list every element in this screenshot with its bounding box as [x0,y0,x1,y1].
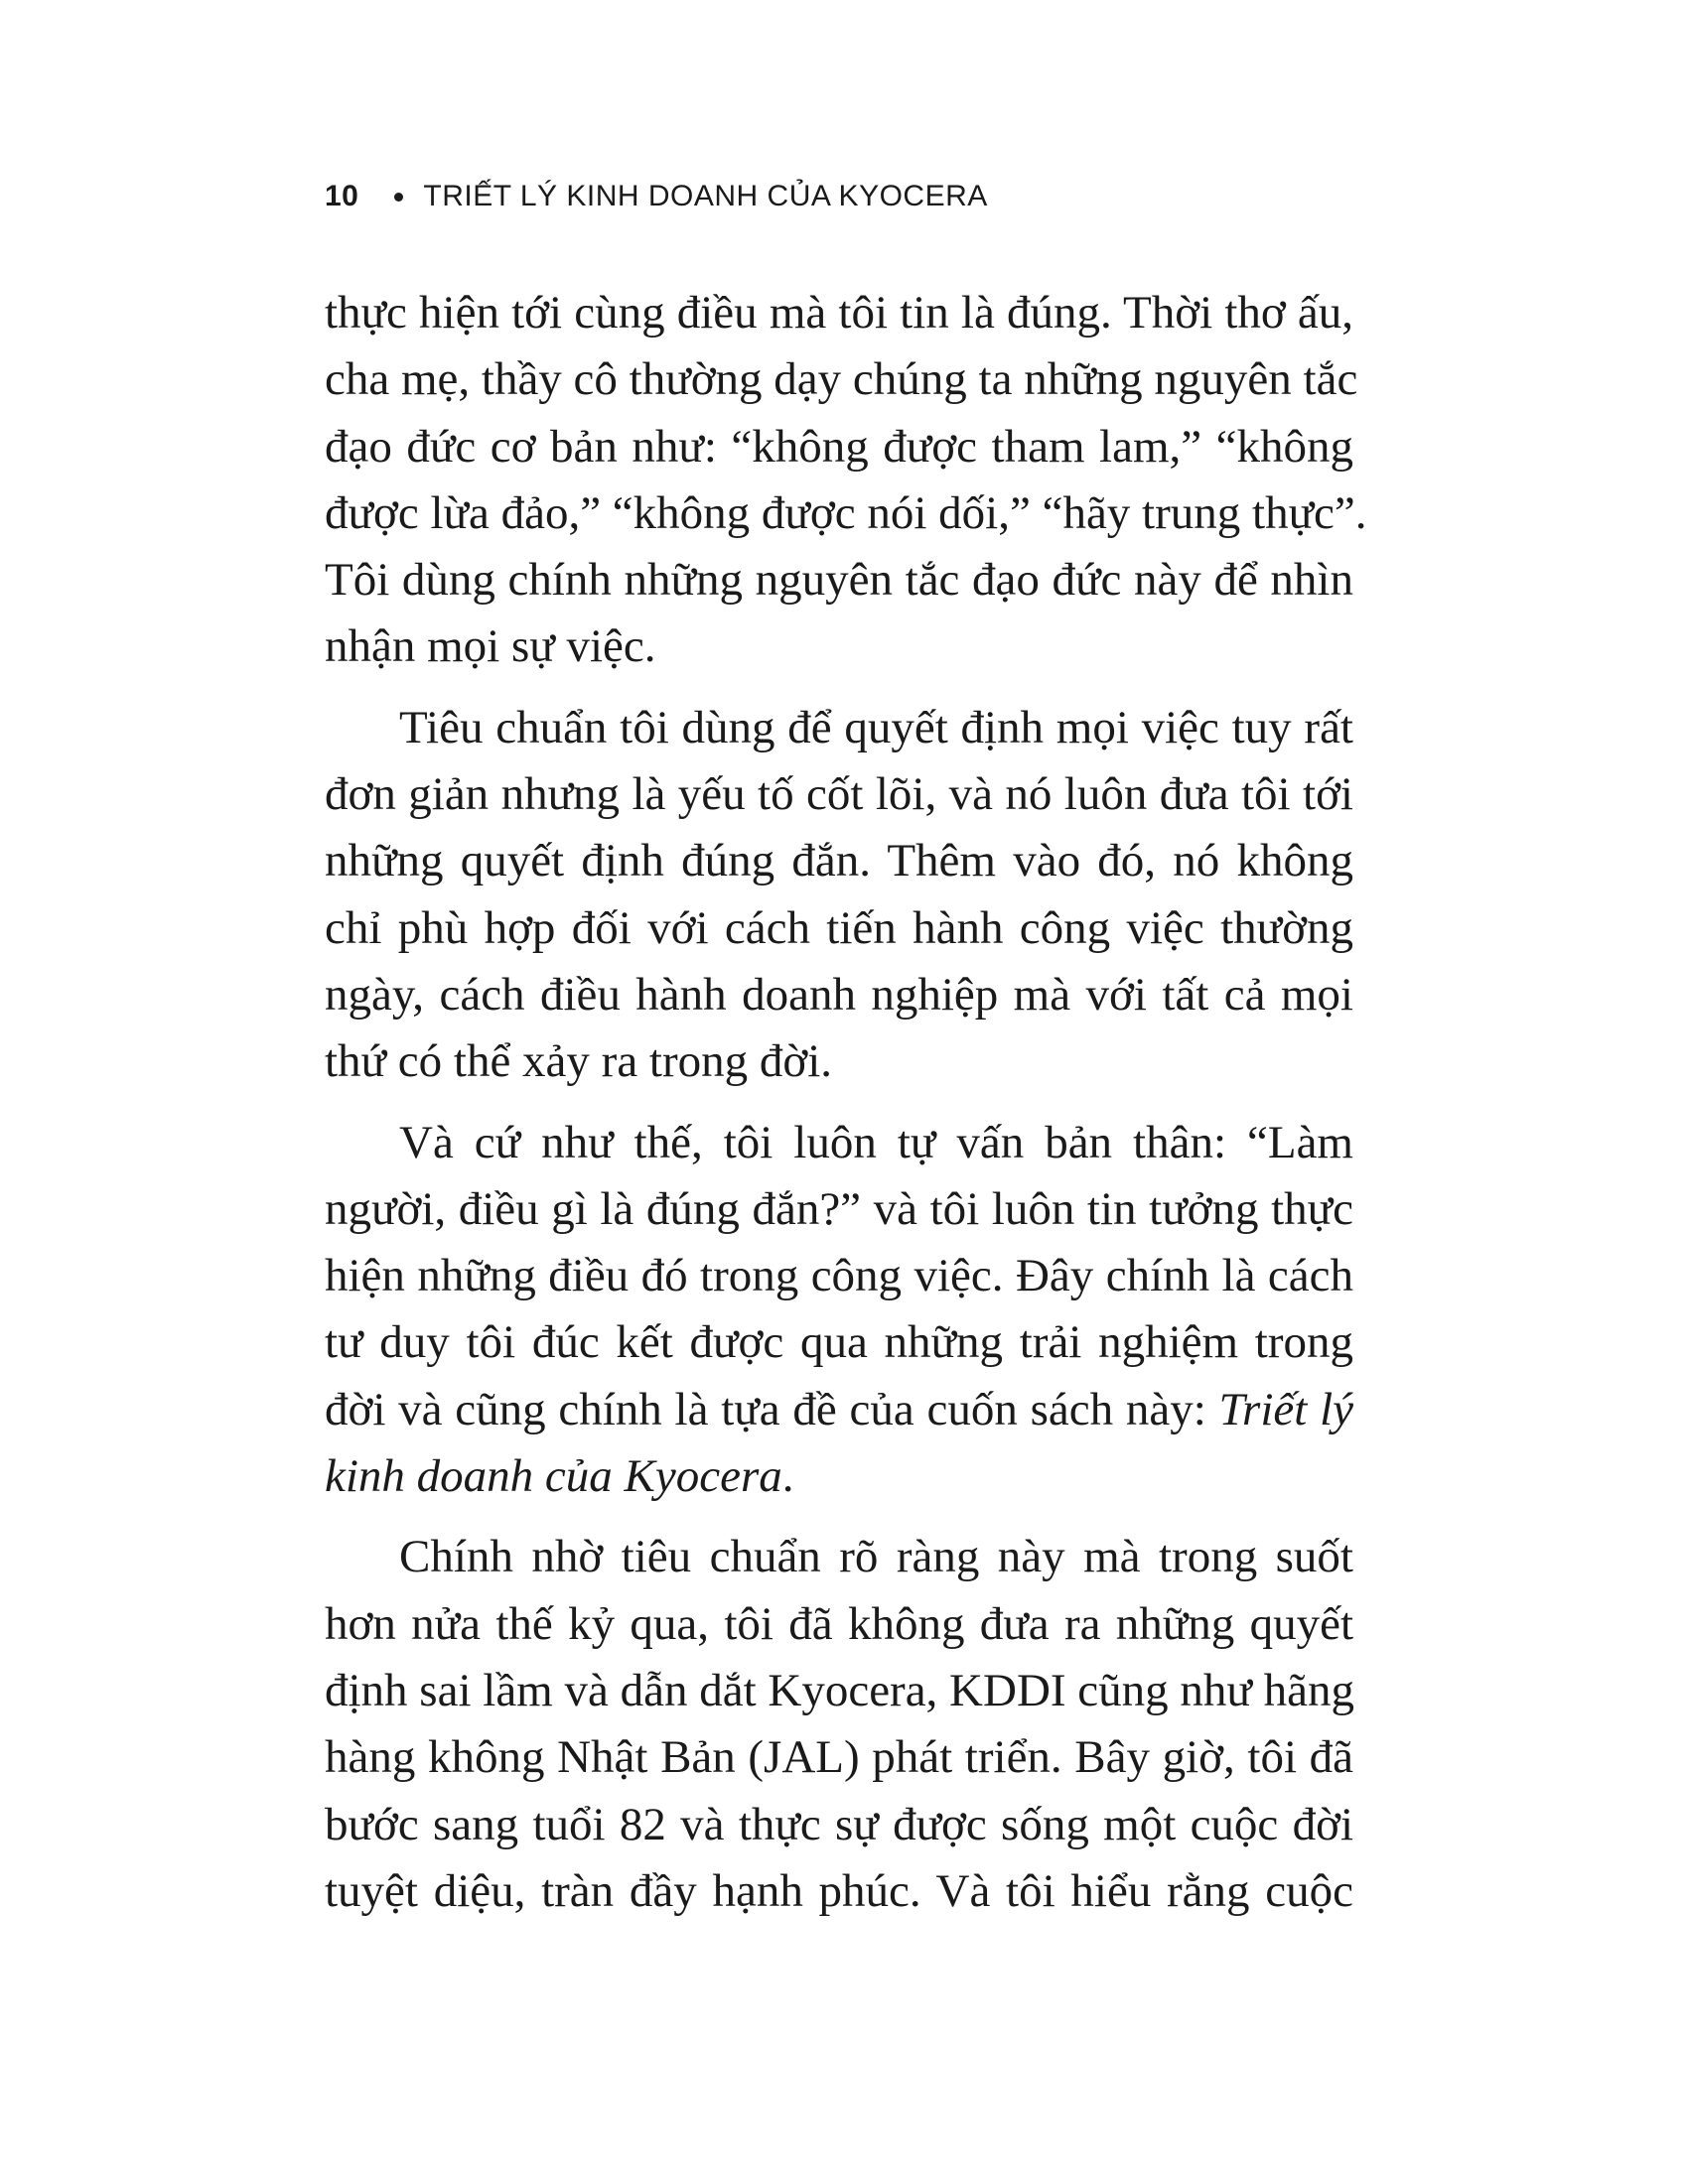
text-fragment: đời và cũng chính là tựa đề của cuốn sách này: [325,1383,1219,1435]
text-line: những quyết định đúng đắn. Thêm vào đó, nó không [325,835,1353,887]
body-text [325,280,1367,1939]
running-header [325,177,988,216]
page-number: 10 [325,180,359,212]
text-line: đơn giản nhưng là yếu tố cốt lõi, và nó luôn đưa tôi tới [325,768,1353,821]
text-line: Tôi dùng chính những nguyên tắc đạo đức này để nhìn [325,554,1353,607]
paragraph-4 [325,1524,1353,1925]
running-title: TRIẾT LÝ KINH DOANH CỦA KYOCERA [423,180,988,212]
text-line: ngày, cách điều hành doanh nghiệp mà với tất cả mọi [325,968,1353,1021]
book-title-italic: kinh doanh của Kyocera [325,1450,782,1503]
paragraph-1 [325,280,1367,681]
text-line [325,1443,1353,1510]
text-line: hơn nửa thế kỷ qua, tôi đã không đưa ra những quyết [325,1597,1353,1650]
text-line: Và cứ như thế, tôi luôn tự vấn bản thân: “Làm [399,1116,1353,1168]
text-line: tư duy tôi đúc kết được qua những trải nghiệm trong [325,1316,1353,1369]
text-line: hiện những điều đó trong công việc. Đây chính là cách [325,1250,1353,1302]
paragraph-3 [325,1110,1353,1511]
bullet-separator [394,193,403,202]
book-title-italic: Triết lý [1218,1383,1353,1435]
text-line: cha mẹ, thầy cô thường dạy chúng ta những nguyên tắc [325,353,1358,406]
text-line: tuyệt diệu, tràn đầy hạnh phúc. Và tôi hiểu rằng cuộc [325,1864,1353,1917]
text-line: Chính nhờ tiêu chuẩn rõ ràng này mà trong suốt [399,1531,1353,1583]
text-line: Tiêu chuẩn tôi dùng để quyết định mọi việc tuy rất [399,701,1353,753]
text-line: được lừa đảo,” “không được nói dối,” “hãy trung thực”. [325,486,1367,539]
text-line: chỉ phù hợp đối với cách tiến hành công việc thường [325,901,1353,954]
text-line [325,1377,1353,1443]
text-line: hàng không Nhật Bản (JAL) phát triển. Bây giờ, tôi đã [325,1731,1353,1784]
text-line: đạo đức cơ bản như: “không được tham lam,” “không [325,420,1353,473]
text-line: thứ có thể xảy ra trong đời. [325,1035,833,1088]
text-line: nhận mọi sự việc. [325,620,656,673]
text-line: bước sang tuổi 82 và thực sự được sống một cuộc đời [325,1798,1353,1850]
text-line: thực hiện tới cùng điều mà tôi tin là đúng. Thời thơ ấu, [325,287,1353,339]
text-line: người, điều gì là đúng đắn?” và tôi luôn tin tưởng thực [325,1182,1353,1235]
text-fragment: . [781,1450,794,1503]
text-line: định sai lầm và dẫn dắt Kyocera, KDDI cũng như hãng [325,1664,1354,1716]
paragraph-2 [325,695,1353,1096]
